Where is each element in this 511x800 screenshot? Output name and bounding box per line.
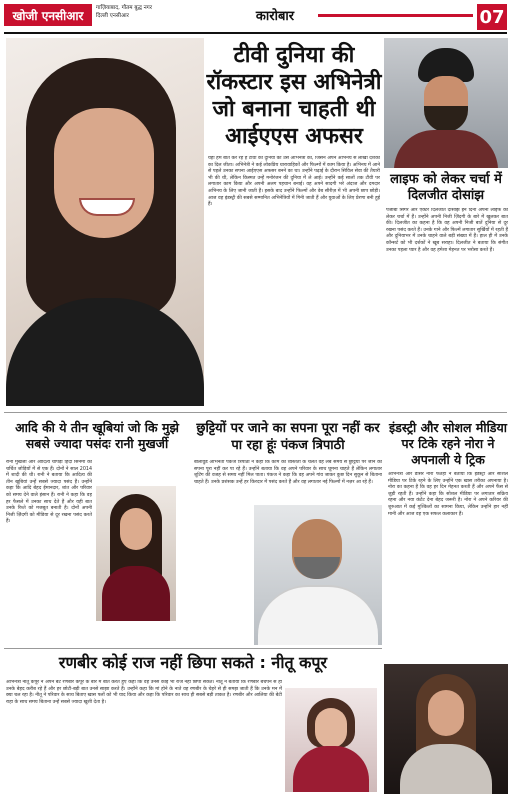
main-story-body: यहाँ हम बात कर रहे हैं टीवी की दुनिया की उस अभिनेत्री की, जिसने अपने अभिनय से लाखों दर्शकों का दिल जीता। अभिनेत्री ने कई लोकप्रिय धारावाहिकों और फिल्मों में काम किया है। अभिनय में आने से पहले उनका सपना आईएएस अफसर बनने का था। उन्होंने पढ़ाई के दौरान सिविल सेवा की तैयारी भी की थी, लेकिन किस्मत उन्हें मनोरंजन की दुनिया में ले आई। उन्होंने कई सालों तक टीवी पर लगातार काम किया और अपनी अलग पहचान बनाई। वह अपने सादगी भरे अंदाज और दमदार अभिनय के लिए जानी जाती हैं। इसके बाद उन्होंने फिल्मों और वेब सीरीज़ में भी अपनी छाप छोड़ी। आज वह इंडस्ट्री की सबसे सम्मानित अभिनेत्रियों में गिनी जाती हैं और युवाओं के लिए प्रेरणा बनी हुई हैं। xyxy=(208,156,380,208)
main-headline: टीवी दुनिया की रॉकस्टार इस अभिनेत्री जो बनाना चाहती थी आईएएस अफसर xyxy=(206,43,382,149)
actress-photo xyxy=(6,38,204,406)
divider xyxy=(4,412,507,413)
neetu-story-body: अभिनेत्री नीतू कपूर ने अपने बेटे रणबीर कपूर के बारे में बात करते हुए कहा कि वह उनसे कोई भी राज नहीं छिपा सकते। नीतू ने बताया कि रणबीर बचपन से ही उनके बेहद करीब रहे हैं और हर छोटी-बड़ी बात उनसे साझा करते हैं। उन्होंने कहा कि मां होने के नाते वह रणबीर के चेहरे से ही समझ जाती हैं कि उनके मन में क्या चल रहा है। नीतू ने परिवार के साथ बिताए खास पलों को भी याद किया और कहा कि परिवार का साथ ही सबसे बड़ी ताकत है। रणबीर और आलिया की बेटी राहा के साथ समय बिताना उन्हें सबसे ज्यादा खुशी देता है। xyxy=(6,680,282,705)
brand-logo: खोजी एनसीआर xyxy=(4,4,92,26)
rani-story-body: रानी मुखर्जी और आदित्य चोपड़ा हिंदी सिनेमा की चर्चित जोड़ियों में से एक हैं। दोनों ने साल 2014 में शादी की थी। रानी ने बताया कि आदित्य की तीन खूबियां उन्हें सबसे ज्यादा पसंद हैं। उन्होंने कहा कि आदि बेहद ईमानदार, शांत और परिवार को समय देने वाले इंसान हैं। रानी ने कहा कि वह हर फैसले में उनका साथ देते हैं और यही बात उनके रिश्ते को मजबूत बनाती है। दोनों अपनी निजी ज़िंदगी को मीडिया से दूर रखना पसंद करते हैं। xyxy=(6,460,92,525)
nora-headline: इंडस्ट्री और सोशल मीडिया पर टिके रहने नोरा ने अपनाली ये ट्रिक xyxy=(389,420,507,467)
neetu-headline: रणबीर कोई राज नहीं छिपा सकते : नीतू कपूर xyxy=(58,653,328,672)
diljit-photo xyxy=(384,38,508,168)
pankaj-headline: छुट्टियों पर जाने का सपना पूरा नहीं कर पा रहा हूंः पंकज त्रिपाठी xyxy=(196,421,380,453)
nora-photo xyxy=(384,664,508,794)
date-line-2: दिल्ली एनसीआर xyxy=(96,13,129,19)
pankaj-photo xyxy=(254,505,382,645)
date-line xyxy=(96,4,192,26)
header-rule xyxy=(4,32,507,34)
neetu-photo xyxy=(285,688,377,792)
pankaj-story-body: बॉलीवुड अभिनेता पंकज त्रिपाठी ने कहा कि काम की व्यस्तता के चलते वह लंबे समय से छुट्टियों पर जाने का सपना पूरा नहीं कर पा रहे हैं। उन्होंने बताया कि वह अपने परिवार के साथ घूमना चाहते हैं लेकिन लगातार शूटिंग की वजह से समय नहीं मिल पाता। पंकज ने कहा कि वह अपने गांव जाकर कुछ दिन सुकून से बिताना चाहते हैं। उनके प्रशंसक उन्हें हर किरदार में पसंद करते हैं और वह लगातार नई फिल्मों में नज़र आ रहे हैं। xyxy=(194,460,382,485)
nora-story-body: अभिनेत्री और डांसर नोरा फतेही ने बताया कि इंडस्ट्री और सोशल मीडिया पर टिके रहने के लिए उन्होंने एक खास तरीका अपनाया है। नोरा का कहना है कि वह हर दिन मेहनत करती हैं और अपने फैंस से जुड़ी रहती हैं। उन्होंने कहा कि सोशल मीडिया पर लगातार सक्रिय रहना और नया कंटेंट देना बेहद जरूरी है। नोरा ने अपने करियर की शुरुआत में कई मुश्किलों का सामना किया, लेकिन उन्होंने हार नहीं मानी और आज वह एक सफल कलाकार हैं। xyxy=(388,472,508,517)
diljit-headline: लाइफ को लेकर चर्चा में दिलजीत दोसांझ xyxy=(390,172,502,203)
divider xyxy=(4,648,382,649)
rani-photo xyxy=(96,486,176,621)
date-line-1: गाज़ियाबाद, गौतम बुद्ध नगर xyxy=(96,5,152,11)
header-accent-bar xyxy=(318,14,473,17)
page-number: 07 xyxy=(477,4,507,30)
rani-headline: आदि की ये तीन खूबियां जो कि मुझे सबसे ज्यादा पसंदः रानी मुखर्जी xyxy=(15,420,179,451)
section-title: कारोबार xyxy=(255,9,295,24)
diljit-story-body: पंजाबी सिंगर और एक्टर दिलजीत दोसांझ इन दिनों अपनी लाइफ को लेकर चर्चा में हैं। उन्होंने अपनी निजी ज़िंदगी के बारे में खुलकर बात की। दिलजीत का कहना है कि वह अपनी निजी बातें दुनिया से दूर रखना पसंद करते हैं। उनके गाने और फिल्में लगातार सुर्खियों में रहती हैं और दुनियाभर में उनके चाहने वाले बड़ी संख्या में हैं। हाल ही में उनके कॉन्सर्ट को भी दर्शकों ने खूब सराहा। दिलजीत ने बताया कि संगीत उनका पहला प्यार है और वह हमेशा मेहनत पर भरोसा करते हैं। xyxy=(386,208,508,253)
